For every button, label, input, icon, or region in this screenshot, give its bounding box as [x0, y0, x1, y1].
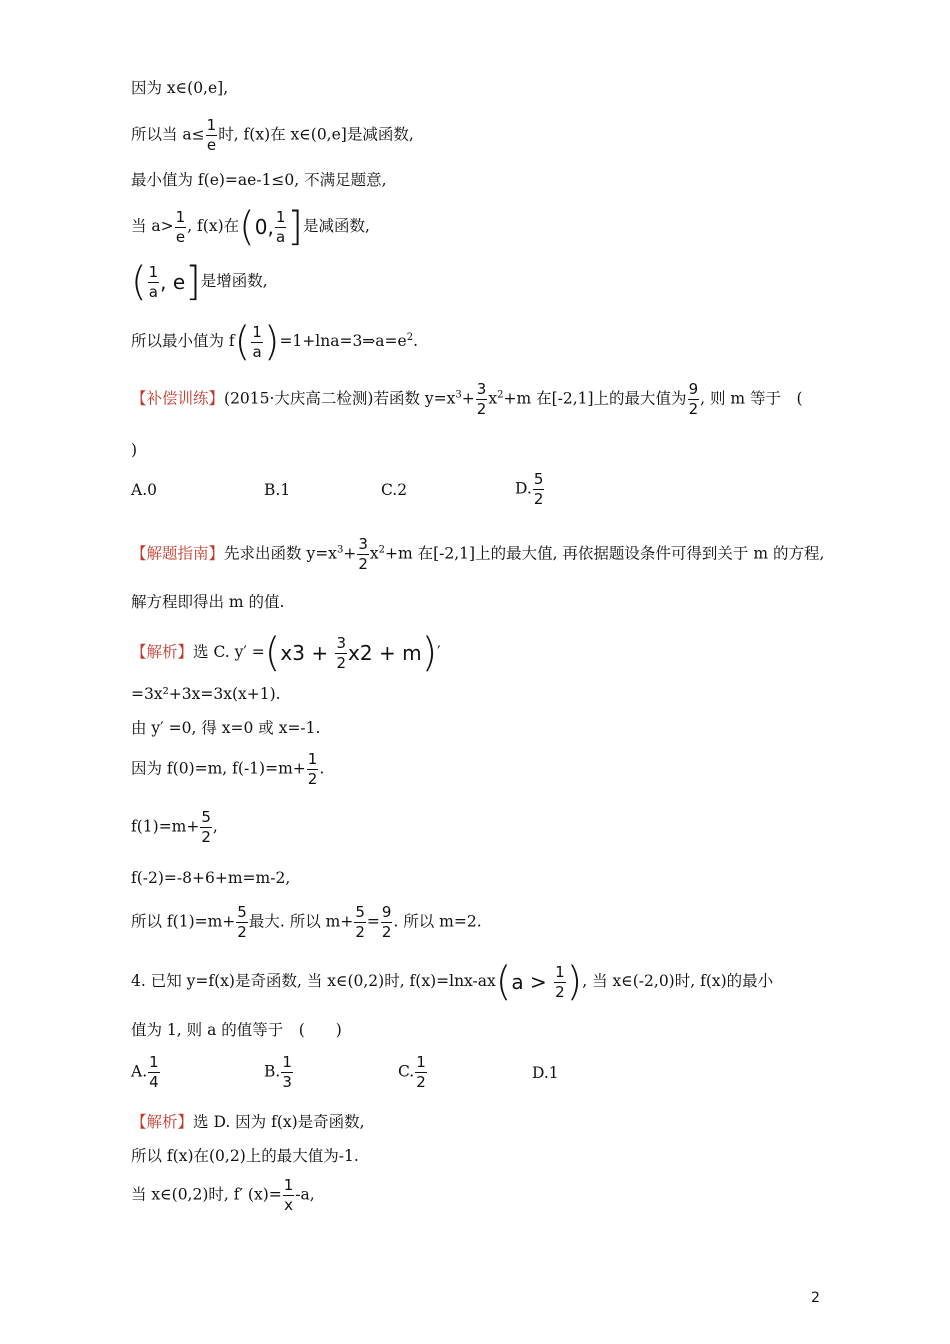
line-24: 当 x∈(0,2)时, f′ (x)= $\frac{1}{x}$ -a, [131, 1176, 315, 1214]
option-b: B.1 [264, 481, 291, 499]
fraction-1-over-4: $\frac{1}{4}$ [149, 1053, 159, 1091]
line-17: f(-2)=-8+6+m=m-2, [131, 869, 291, 887]
line-11: 解方程即得出 m 的值. [131, 593, 285, 611]
line-15: 因为 f(0)=m, f(-1)=m+ $\frac{1}{2}$ . [131, 750, 325, 788]
option-d: D.1 [532, 1064, 559, 1082]
tag-analysis: 【解析】 [131, 643, 194, 661]
line-16: f(1)=m+ $\frac{5}{2}$ , [131, 808, 218, 846]
options-2 [131, 1055, 731, 1099]
option-a: A.0 [131, 481, 157, 499]
fraction-9-over-2: $\frac{9}{2}$ [381, 903, 392, 941]
line-22: 【解析】选 D. 因为 f(x)是奇函数, [131, 1113, 365, 1131]
fraction-5-over-2: $\frac{5}{2}$ [355, 903, 365, 941]
page-number: 2 [811, 1290, 820, 1306]
line-18: 所以 f(1)=m+ $\frac{5}{2}$ 最大. 所以 m+ $\frac{5}{2}$ = $\frac{9}{2}$ . 所以 m=2. [131, 903, 482, 941]
line-6: 所以最小值为 f( $\frac{1}{a}$ )$=1+\ln a=3\Rightarrow a=e^2$. [131, 319, 419, 365]
fraction-1-over-3: $\frac{1}{3}$ [282, 1053, 292, 1091]
line-10: 【解题指南】先求出函数 $y=x^3+$ $\frac{3}{2}$ $x^2+m$ 在[-2,1]上的最大值, 再依据题设条件可得到关于 m 的方程, [131, 535, 825, 573]
line-23: 所以 f(x)在(0,2)上的最大值为-1. [131, 1147, 359, 1165]
line-8: ) [131, 441, 138, 459]
option-b: B. $\frac{1}{3}$ [264, 1053, 292, 1091]
fraction-3-over-2: $\frac{3}{2}$ [358, 535, 368, 573]
option-c: C.2 [381, 481, 408, 499]
line-1: 因为 x∈(0,e], [131, 79, 229, 97]
line-2: 所以当 a≤ $\frac{1}{e}$ 时, f(x)在 x∈(0,e]是减函数, [131, 116, 414, 154]
line-7: 【补偿训练】(2015·大庆高二检测)若函数 $y=x^3+$ $\frac{3}{2}$ $x^2+m$ 在[-2,1]上的最大值为 $\frac{9}{2}$ , 则 m 等于 ( [131, 380, 803, 418]
fraction-5-over-2: $\frac{5}{2}$ [237, 903, 247, 941]
fraction-5-over-2: $\frac{5}{2}$ [533, 470, 544, 508]
line-14: 由 y′ =0, 得 x=0 或 x=-1. [131, 719, 321, 737]
line-13: =3x²+3x=3x(x+1). [131, 685, 281, 703]
fraction-3-over-2: $\frac{3}{2}$ [476, 380, 487, 418]
fraction-3-over-2: $\frac{3}{2}$ [336, 633, 347, 672]
fraction-1-over-2: $\frac{1}{2}$ [555, 962, 565, 1001]
option-c: C. $\frac{1}{2}$ [398, 1053, 426, 1091]
tag-analysis: 【解析】 [131, 1113, 194, 1131]
line-4: 当 a> $\frac{1}{e}$ , f(x)在(0, $\frac{1}{a}$ ]是减函数, [131, 204, 370, 250]
tag-compensation: 【补偿训练】 [131, 389, 225, 408]
fraction-1-over-a: $\frac{1}{a}$ [275, 207, 286, 246]
fraction-1-over-x: $\frac{1}{x}$ [283, 1176, 294, 1214]
line-5: ( $\frac{1}{a}$ , e]是增函数, [131, 259, 268, 305]
fraction-1-over-2: $\frac{1}{2}$ [416, 1053, 426, 1091]
fraction-1-over-2: $\frac{1}{2}$ [307, 750, 318, 788]
fraction-5-over-2: $\frac{5}{2}$ [201, 808, 211, 846]
option-a: A. $\frac{1}{4}$ [131, 1053, 159, 1091]
line-12: 【解析】选 C. y′ =(x3 + $\frac{3}{2}$ x2 + m)′ [131, 630, 441, 676]
option-d: D. $\frac{5}{2}$ [515, 470, 544, 508]
line-20: 值为 1, 则 a 的值等于 ( ) [131, 1021, 342, 1039]
fraction-1-over-e: $\frac{1}{e}$ [175, 207, 186, 246]
fraction-1-over-a: $\frac{1}{a}$ [252, 322, 262, 361]
fraction-1-over-e: $\frac{1}{e}$ [206, 116, 217, 154]
tag-guide: 【解题指南】 [131, 544, 225, 563]
fraction-9-over-2: $\frac{9}{2}$ [688, 380, 699, 418]
line-19: 4. 已知 y=f(x)是奇函数, 当 x∈(0,2)时, f(x)=lnx-ax(a > $\frac{1}{2}$ ), 当 x∈(-2,0)时, f(x)的最小 [131, 959, 774, 1005]
line-3: 最小值为 f(e)=ae-1≤0, 不满足题意, [131, 171, 387, 189]
fraction-1-over-a: $\frac{1}{a}$ [148, 262, 159, 301]
